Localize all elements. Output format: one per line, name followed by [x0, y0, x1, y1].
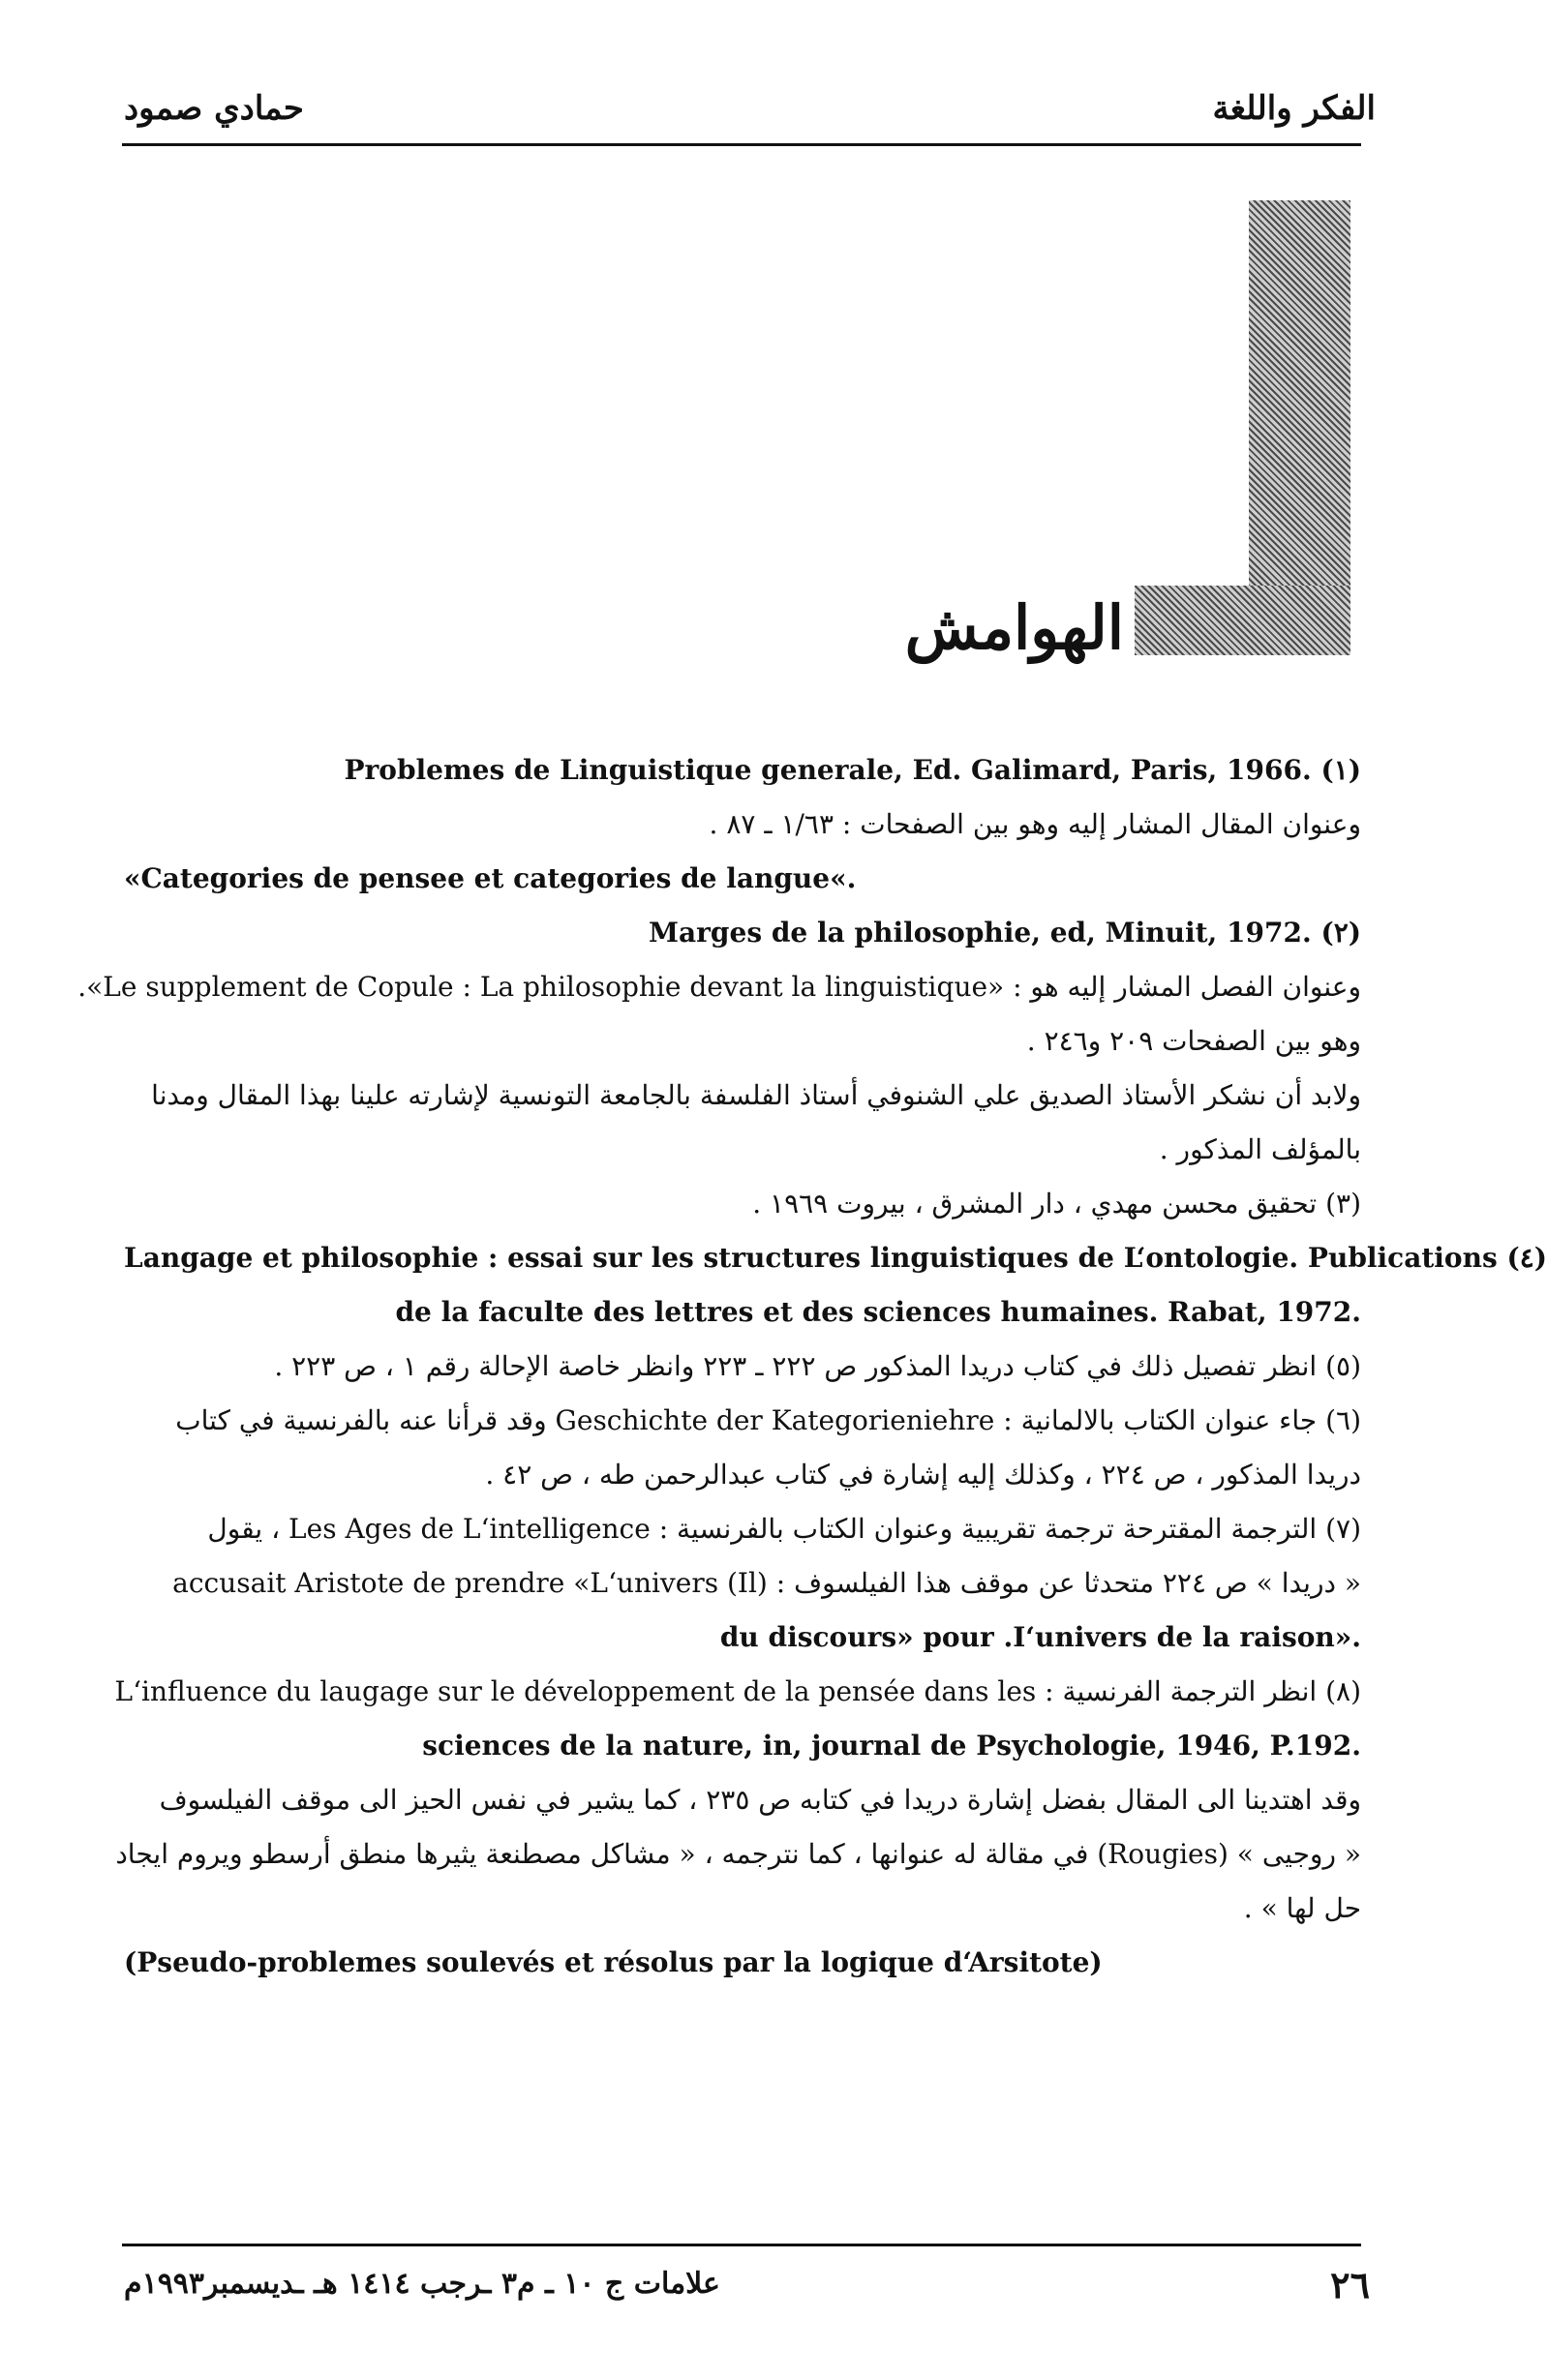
note-line: Problemes de Linguistique generale, Ed. Galimard, Paris, 1966. (١) — [344, 754, 1361, 786]
note-line: « دريدا » ص ٢٢٤ متحدثا عن موقف هذا الفيلسوف : (Il) accusait Aristote de prendre «L‘univers — [172, 1567, 1361, 1599]
note-line: وقد اهتدينا الى المقال بفضل إشارة دريدا في كتابه ص ٢٣٥ ، كما يشير في نفس الحيز الى موقف الفيلسوف — [159, 1784, 1361, 1816]
journal-title: الفكر واللغة — [1212, 89, 1376, 128]
note-line: Marges de la philosophie, ed, Minuit, 1972. (٢) — [649, 917, 1361, 949]
note-line: (٣) تحقيق محسن مهدي ، دار المشرق ، بيروت ١٩٦٩ . — [752, 1188, 1361, 1220]
note-line: « روجيى » (Rougies) في مقالة له عنوانها ، كما نترجمه ، « مشاكل مصطنعة يثيرها منطق أرسطو ويروم ايجاد — [115, 1838, 1361, 1870]
note-line: ولابد أن نشكر الأستاذ الصديق علي الشنوفي أستاذ الفلسفة بالجامعة التونسية لإشارته علينا بهذا المقال ومدنا — [151, 1079, 1361, 1111]
note-line: (Pseudo-problemes soulevés et résolus par la logique d‘Arsitote) — [124, 1946, 1103, 1978]
note-line: (٧) الترجمة المقترحة ترجمة تقريبية وعنوان الكتاب بالفرنسية : Les Ages de L‘intelligence ، يقول — [207, 1513, 1361, 1545]
notes-list — [77, 754, 1547, 2002]
note-line: وعنوان الفصل المشار إليه هو : «Le supplement de Copule : La philosophie devant la linguistique». — [77, 971, 1361, 1003]
note-line: وهو بين الصفحات ٢٠٩ و٢٤٦ . — [1026, 1025, 1361, 1057]
footer-rule — [122, 2244, 1361, 2246]
page-number: ٢٦ — [1330, 2263, 1370, 2306]
note-line: (٦) جاء عنوان الكتاب بالالمانية : Geschichte der Kategorieniehre وقد قرأنا عنه بالفرنسية في كتاب — [175, 1404, 1361, 1436]
footer-citation: علامات ج ١٠ ـ م٣ ـرجب ١٤١٤ هـ ـديسمبر١٩٩٣م — [124, 2267, 720, 2301]
header-rule — [122, 143, 1361, 146]
section-title: الهوامش — [904, 592, 1124, 663]
note-line: «Categories de pensee et categories de langue«. — [124, 862, 857, 894]
note-line: بالمؤلف المذكور . — [1159, 1133, 1361, 1165]
note-line: دريدا المذكور ، ص ٢٢٤ ، وكذلك إليه إشارة في كتاب عبدالرحمن طه ، ص ٤٢ . — [485, 1459, 1361, 1491]
author-name: حمادي صمود — [124, 89, 304, 128]
note-line: حل لها » . — [1243, 1892, 1361, 1924]
note-line: (٨) انظر الترجمة الفرنسية : L‘influence du laugage sur le développement de la pensée dans les — [114, 1675, 1361, 1707]
note-line: de la faculte des lettres et des sciences humaines. Rabat, 1972. — [395, 1296, 1361, 1328]
note-line: sciences de la nature, in, journal de Psychologie, 1946, P.192. — [422, 1730, 1361, 1762]
section-decoration-horizontal — [1135, 586, 1350, 655]
note-line: (٥) انظر تفصيل ذلك في كتاب دريدا المذكور ص ٢٢٢ ـ ٢٢٣ وانظر خاصة الإحالة رقم ١ ، ص ٢٢٣ . — [274, 1350, 1361, 1382]
note-line: Langage et philosophie : essai sur les structures linguistiques de L‘ontologie. Publications (٤) — [124, 1242, 1547, 1274]
note-line: du discours» pour .I‘univers de la raison». — [719, 1621, 1361, 1653]
note-line: وعنوان المقال المشار إليه وهو بين الصفحات : ١/٦٣ ـ ٨٧ . — [709, 808, 1361, 840]
